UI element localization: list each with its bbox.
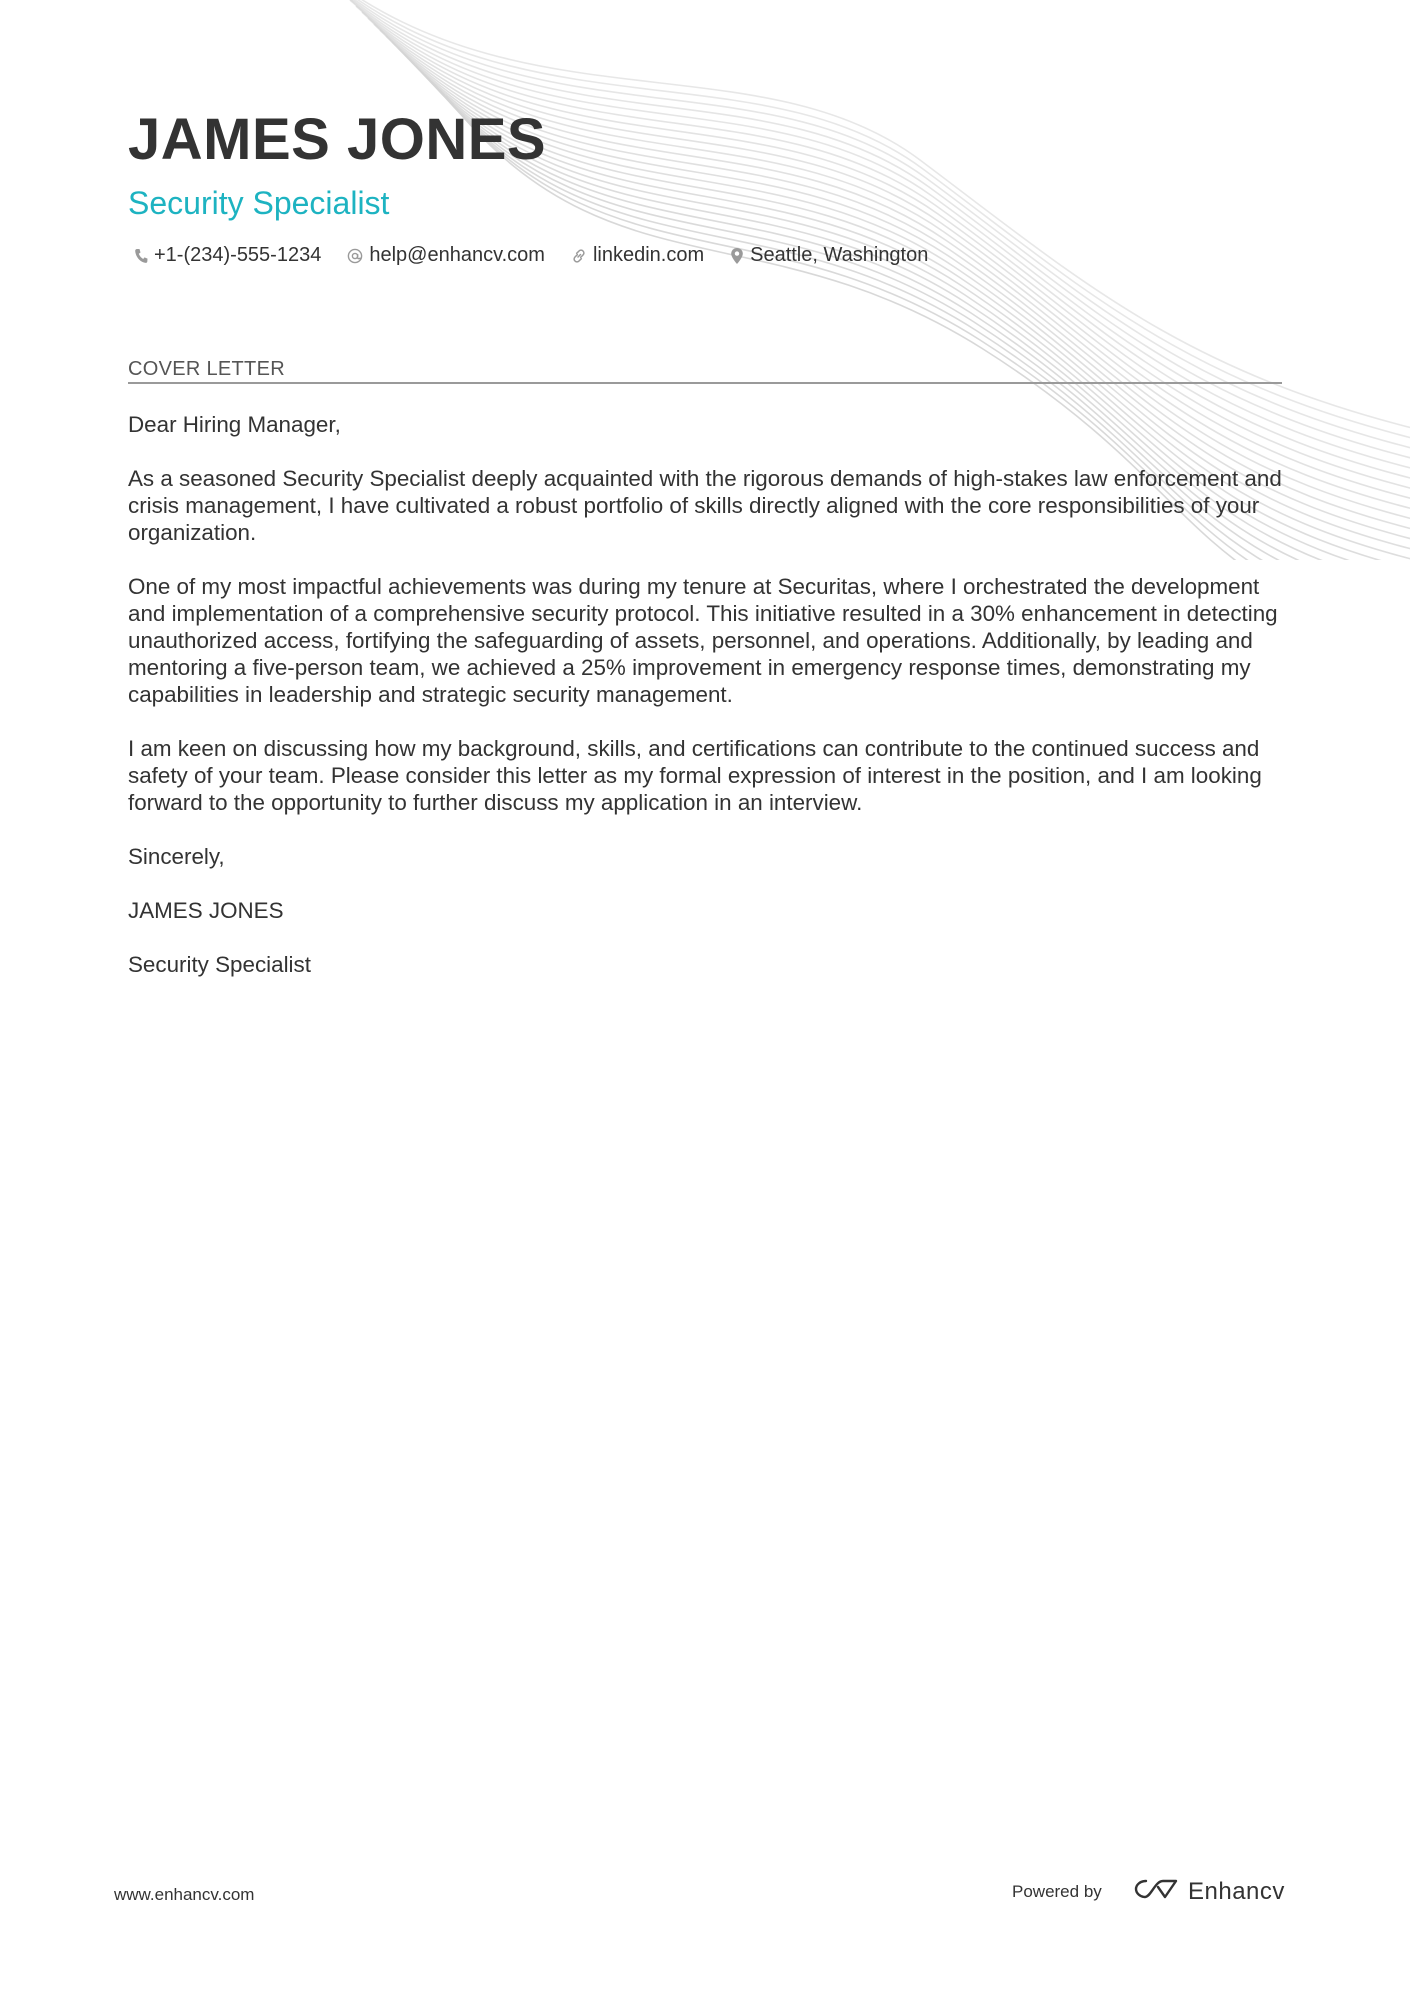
wave-line <box>320 0 1410 430</box>
section-divider <box>128 382 1282 384</box>
letter-greeting: Dear Hiring Manager, <box>128 412 341 437</box>
link-icon <box>571 248 587 264</box>
contact-location <box>730 244 928 267</box>
signature-title: Security Specialist <box>128 952 311 977</box>
letter-closing: Sincerely, <box>128 844 225 869</box>
candidate-name: JAMES JONES <box>128 107 547 172</box>
brand-name: Enhancv <box>1188 1877 1285 1905</box>
letter-paragraph-1: As a seasoned Security Specialist deeply acquainted with the rigorous demands of high-stakes law enforcement and crisis management, I have cultivated a robust portfolio of skills directly aligned with the core responsibilities of your organization. <box>128 466 1282 545</box>
signature-name: JAMES JONES <box>128 898 284 923</box>
footer-website-link[interactable]: www.enhancv.com <box>114 1885 255 1904</box>
contact-bar <box>134 244 928 267</box>
contact-email-text: help@enhancv.com <box>369 244 545 266</box>
wave-line <box>344 0 1410 470</box>
contact-phone <box>134 244 321 267</box>
section-title-cover-letter: COVER LETTER <box>128 358 285 380</box>
at-icon <box>347 248 363 264</box>
letter-body <box>128 411 1288 1005</box>
contact-linkedin[interactable] <box>571 244 704 267</box>
contact-phone-text: +1-(234)-555-1234 <box>154 244 322 266</box>
letter-paragraph-3: I am keen on discussing how my background, skills, and certifications can contribute to the continued success and safety of your team. Please consider this letter as my formal expression of interest in the position, and I am looking forward to the opportunity to further discuss my application in an interview. <box>128 736 1262 815</box>
powered-by-label: Powered by <box>1012 1882 1102 1901</box>
brand-logo[interactable] <box>1132 1876 1285 1907</box>
contact-location-text: Seattle, Washington <box>750 244 929 266</box>
location-icon <box>730 247 744 265</box>
wave-line <box>350 0 1410 480</box>
wave-line <box>326 0 1410 440</box>
enhancv-logo-icon <box>1132 1876 1180 1907</box>
wave-line <box>338 0 1410 460</box>
letter-paragraph-2: One of my most impactful achievements was during my tenure at Securitas, where I orchestrated the development and implementation of a comprehensive security protocol. This initiative resulted in a 30% enhancement in detecting unauthorized access, fortifying the safeguarding of assets, personnel, and operations. Additionally, by leading and mentoring a five-person team, we achieved a 25% improvement in emergency response times, demonstrating my capabilities in leadership and strategic security management. <box>128 574 1278 707</box>
phone-icon <box>134 248 148 264</box>
contact-linkedin-text: linkedin.com <box>592 244 705 266</box>
contact-email[interactable] <box>347 244 545 267</box>
job-title: Security Specialist <box>128 185 390 221</box>
